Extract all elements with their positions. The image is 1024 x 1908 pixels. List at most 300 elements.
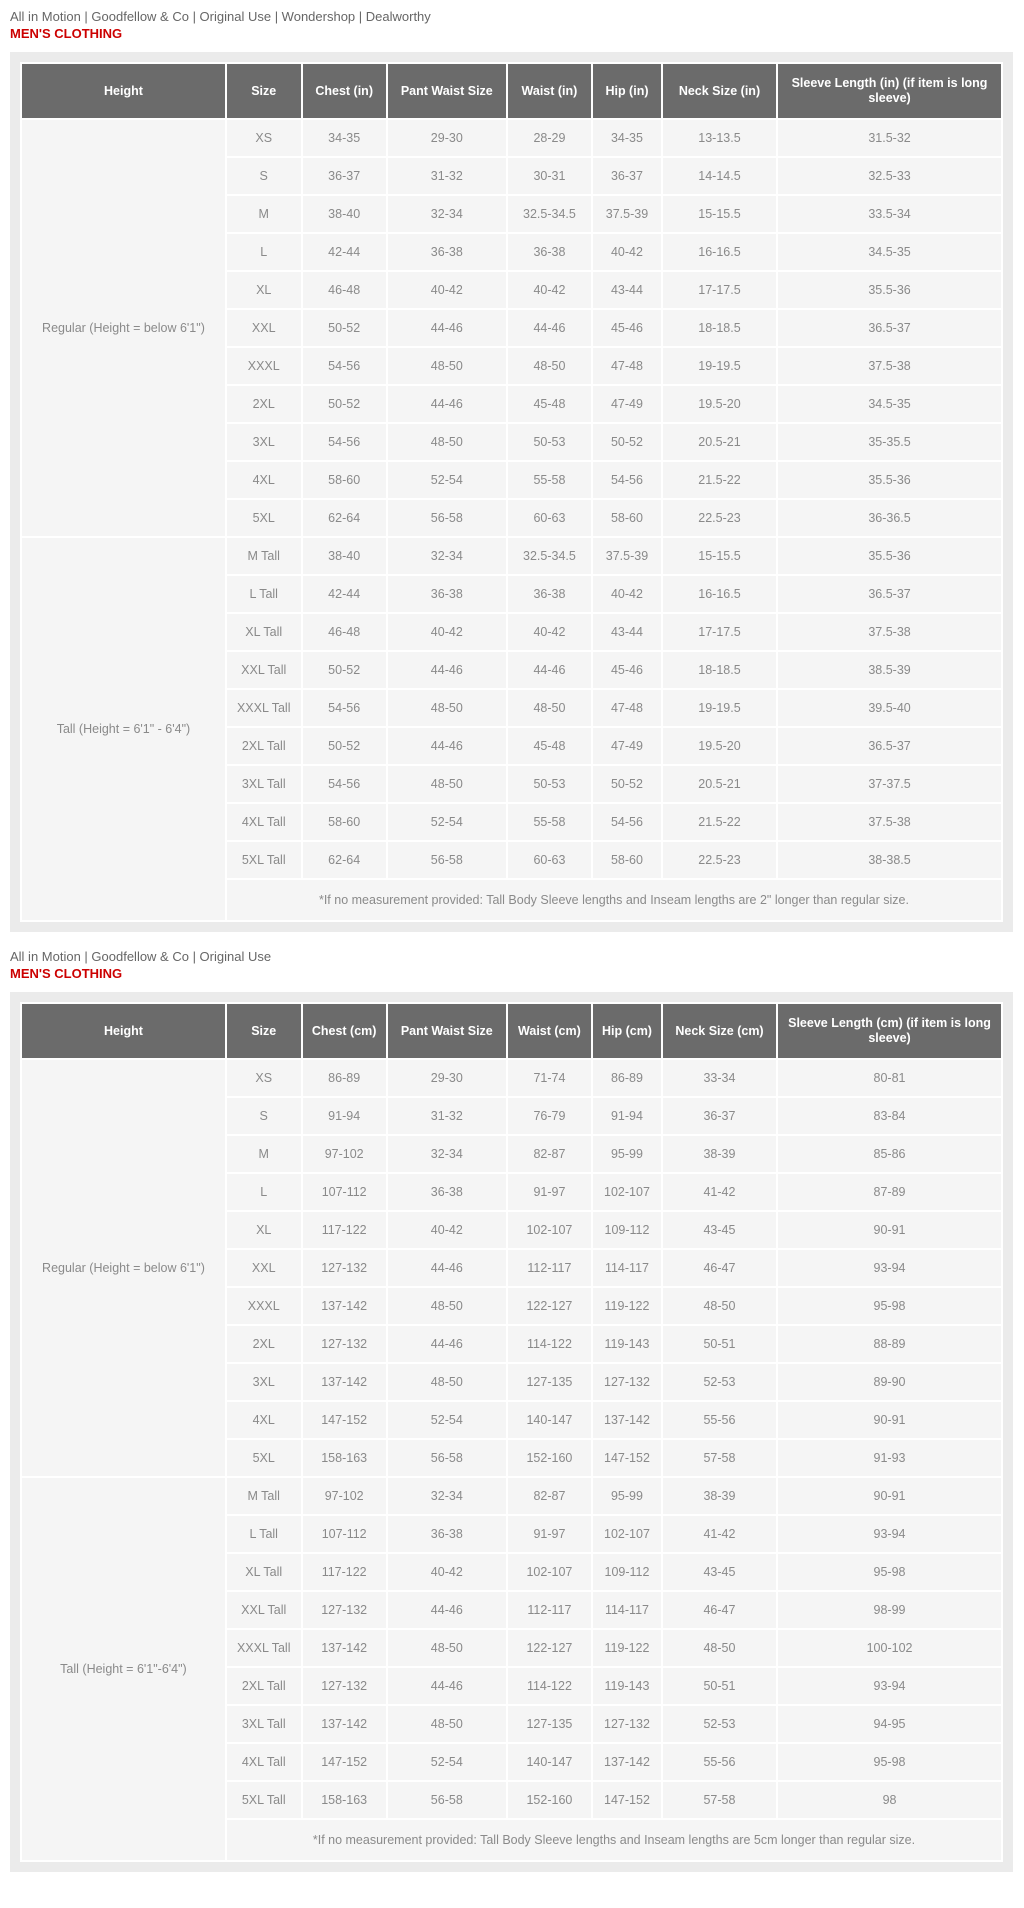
size-cell: 3XL: [227, 424, 301, 460]
value-cell: 36-38: [508, 576, 591, 612]
size-table-inches: [20, 62, 1003, 922]
size-cell: XXXL: [227, 1288, 301, 1324]
value-cell: 55-56: [663, 1744, 776, 1780]
value-cell: 37.5-38: [778, 614, 1001, 650]
size-cell: XS: [227, 1060, 301, 1096]
value-cell: 17-17.5: [663, 614, 776, 650]
value-cell: 122-127: [508, 1630, 591, 1666]
value-cell: 90-91: [778, 1402, 1001, 1438]
value-cell: 137-142: [593, 1744, 661, 1780]
value-cell: 102-107: [593, 1516, 661, 1552]
value-cell: 52-54: [388, 1744, 506, 1780]
value-cell: 36.5-37: [778, 728, 1001, 764]
value-cell: 140-147: [508, 1744, 591, 1780]
value-cell: 42-44: [303, 234, 386, 270]
value-cell: 32-34: [388, 1478, 506, 1514]
value-cell: 57-58: [663, 1440, 776, 1476]
value-cell: 55-58: [508, 804, 591, 840]
value-cell: 48-50: [388, 1364, 506, 1400]
value-cell: 35.5-36: [778, 538, 1001, 574]
value-cell: 19-19.5: [663, 348, 776, 384]
value-cell: 37.5-38: [778, 348, 1001, 384]
value-cell: 95-98: [778, 1744, 1001, 1780]
column-header: Hip (cm): [593, 1004, 661, 1058]
value-cell: 40-42: [593, 576, 661, 612]
value-cell: 44-46: [508, 310, 591, 346]
value-cell: 54-56: [303, 348, 386, 384]
value-cell: 45-48: [508, 728, 591, 764]
value-cell: 17-17.5: [663, 272, 776, 308]
size-cell: S: [227, 1098, 301, 1134]
value-cell: 137-142: [303, 1630, 386, 1666]
value-cell: 40-42: [388, 1212, 506, 1248]
value-cell: 158-163: [303, 1782, 386, 1818]
value-cell: 117-122: [303, 1554, 386, 1590]
value-cell: 122-127: [508, 1288, 591, 1324]
value-cell: 47-48: [593, 690, 661, 726]
column-header: Pant Waist Size: [388, 64, 506, 118]
value-cell: 33-34: [663, 1060, 776, 1096]
value-cell: 97-102: [303, 1136, 386, 1172]
value-cell: 36-38: [388, 576, 506, 612]
value-cell: 56-58: [388, 1440, 506, 1476]
value-cell: 46-47: [663, 1592, 776, 1628]
value-cell: 71-74: [508, 1060, 591, 1096]
value-cell: 21.5-22: [663, 804, 776, 840]
size-chart-section-inches: [0, 0, 1024, 932]
value-cell: 102-107: [508, 1554, 591, 1590]
header-row: [22, 1004, 1001, 1058]
value-cell: 119-122: [593, 1630, 661, 1666]
value-cell: 90-91: [778, 1478, 1001, 1514]
value-cell: 40-42: [388, 1554, 506, 1590]
value-cell: 93-94: [778, 1516, 1001, 1552]
value-cell: 62-64: [303, 842, 386, 878]
value-cell: 48-50: [508, 690, 591, 726]
value-cell: 91-93: [778, 1440, 1001, 1476]
height-group-cell: Regular (Height = below 6'1"): [22, 120, 225, 536]
value-cell: 76-79: [508, 1098, 591, 1134]
value-cell: 117-122: [303, 1212, 386, 1248]
value-cell: 114-122: [508, 1326, 591, 1362]
value-cell: 41-42: [663, 1174, 776, 1210]
size-cell: 5XL Tall: [227, 1782, 301, 1818]
value-cell: 34-35: [303, 120, 386, 156]
value-cell: 29-30: [388, 120, 506, 156]
value-cell: 13-13.5: [663, 120, 776, 156]
section-meta: [10, 8, 1013, 42]
value-cell: 55-58: [508, 462, 591, 498]
value-cell: 36-38: [508, 234, 591, 270]
size-cell: 3XL Tall: [227, 766, 301, 802]
value-cell: 114-117: [593, 1250, 661, 1286]
value-cell: 50-53: [508, 766, 591, 802]
value-cell: 52-54: [388, 804, 506, 840]
column-header: Neck Size (cm): [663, 1004, 776, 1058]
value-cell: 102-107: [508, 1212, 591, 1248]
value-cell: 50-52: [303, 310, 386, 346]
size-cell: XXL Tall: [227, 1592, 301, 1628]
size-chart-section-cm: [0, 932, 1024, 1872]
table-footnote: *If no measurement provided: Tall Body Sleeve lengths and Inseam lengths are 5cm longer than regular size.: [227, 1820, 1001, 1860]
value-cell: 40-42: [508, 272, 591, 308]
brand-list: All in Motion | Goodfellow & Co | Original Use: [10, 949, 272, 964]
value-cell: 48-50: [508, 348, 591, 384]
value-cell: 48-50: [388, 424, 506, 460]
value-cell: 43-45: [663, 1554, 776, 1590]
value-cell: 82-87: [508, 1136, 591, 1172]
size-cell: XL: [227, 1212, 301, 1248]
table-footnote: *If no measurement provided: Tall Body Sleeve lengths and Inseam lengths are 2" longer than regular size.: [227, 880, 1001, 920]
size-cell: XXXL: [227, 348, 301, 384]
value-cell: 58-60: [303, 462, 386, 498]
column-header: Size: [227, 1004, 301, 1058]
value-cell: 48-50: [388, 690, 506, 726]
value-cell: 28-29: [508, 120, 591, 156]
value-cell: 137-142: [303, 1288, 386, 1324]
value-cell: 60-63: [508, 842, 591, 878]
value-cell: 38-39: [663, 1478, 776, 1514]
value-cell: 86-89: [303, 1060, 386, 1096]
value-cell: 31-32: [388, 158, 506, 194]
size-cell: M Tall: [227, 538, 301, 574]
value-cell: 147-152: [593, 1440, 661, 1476]
column-header: Height: [22, 64, 225, 118]
size-cell: 3XL: [227, 1364, 301, 1400]
value-cell: 57-58: [663, 1782, 776, 1818]
value-cell: 34.5-35: [778, 234, 1001, 270]
value-cell: 32-34: [388, 1136, 506, 1172]
column-header: Sleeve Length (cm) (if item is long sleeve): [778, 1004, 1001, 1058]
value-cell: 40-42: [593, 234, 661, 270]
value-cell: 50-51: [663, 1668, 776, 1704]
value-cell: 56-58: [388, 842, 506, 878]
value-cell: 38.5-39: [778, 652, 1001, 688]
section-meta: [10, 948, 1013, 982]
value-cell: 112-117: [508, 1592, 591, 1628]
table-container: [10, 992, 1013, 1872]
value-cell: 21.5-22: [663, 462, 776, 498]
table-container: [10, 52, 1013, 932]
value-cell: 36-38: [388, 1174, 506, 1210]
value-cell: 58-60: [593, 500, 661, 536]
value-cell: 47-49: [593, 728, 661, 764]
value-cell: 93-94: [778, 1668, 1001, 1704]
value-cell: 55-56: [663, 1402, 776, 1438]
value-cell: 102-107: [593, 1174, 661, 1210]
value-cell: 83-84: [778, 1098, 1001, 1134]
size-cell: L Tall: [227, 576, 301, 612]
size-cell: 2XL Tall: [227, 1668, 301, 1704]
value-cell: 109-112: [593, 1212, 661, 1248]
size-cell: XXL: [227, 1250, 301, 1286]
value-cell: 45-48: [508, 386, 591, 422]
value-cell: 100-102: [778, 1630, 1001, 1666]
value-cell: 54-56: [303, 424, 386, 460]
value-cell: 152-160: [508, 1440, 591, 1476]
value-cell: 97-102: [303, 1478, 386, 1514]
value-cell: 95-98: [778, 1554, 1001, 1590]
table-head: [22, 64, 1001, 118]
value-cell: 44-46: [388, 310, 506, 346]
value-cell: 80-81: [778, 1060, 1001, 1096]
size-cell: XXXL Tall: [227, 1630, 301, 1666]
value-cell: 91-94: [303, 1098, 386, 1134]
value-cell: 14-14.5: [663, 158, 776, 194]
value-cell: 52-54: [388, 462, 506, 498]
value-cell: 87-89: [778, 1174, 1001, 1210]
value-cell: 15-15.5: [663, 196, 776, 232]
value-cell: 54-56: [303, 690, 386, 726]
value-cell: 37-37.5: [778, 766, 1001, 802]
value-cell: 107-112: [303, 1516, 386, 1552]
value-cell: 31.5-32: [778, 120, 1001, 156]
value-cell: 140-147: [508, 1402, 591, 1438]
value-cell: 95-99: [593, 1478, 661, 1514]
size-cell: S: [227, 158, 301, 194]
value-cell: 98: [778, 1782, 1001, 1818]
value-cell: 44-46: [508, 652, 591, 688]
value-cell: 94-95: [778, 1706, 1001, 1742]
category-title: MEN'S CLOTHING: [10, 26, 123, 41]
value-cell: 37.5-39: [593, 538, 661, 574]
size-cell: 5XL: [227, 1440, 301, 1476]
value-cell: 137-142: [303, 1706, 386, 1742]
value-cell: 35.5-36: [778, 462, 1001, 498]
size-cell: 2XL Tall: [227, 728, 301, 764]
value-cell: 48-50: [388, 1630, 506, 1666]
value-cell: 50-51: [663, 1326, 776, 1362]
value-cell: 147-152: [303, 1744, 386, 1780]
value-cell: 91-97: [508, 1516, 591, 1552]
column-header: Neck Size (in): [663, 64, 776, 118]
value-cell: 137-142: [593, 1402, 661, 1438]
category-title: MEN'S CLOTHING: [10, 966, 123, 981]
value-cell: 85-86: [778, 1136, 1001, 1172]
value-cell: 32.5-34.5: [508, 196, 591, 232]
value-cell: 20.5-21: [663, 766, 776, 802]
value-cell: 119-122: [593, 1288, 661, 1324]
size-cell: XL Tall: [227, 1554, 301, 1590]
value-cell: 16-16.5: [663, 234, 776, 270]
value-cell: 50-53: [508, 424, 591, 460]
value-cell: 22.5-23: [663, 842, 776, 878]
value-cell: 127-135: [508, 1706, 591, 1742]
value-cell: 43-44: [593, 272, 661, 308]
value-cell: 127-132: [593, 1706, 661, 1742]
value-cell: 38-39: [663, 1136, 776, 1172]
height-group-cell: Tall (Height = 6'1" - 6'4"): [22, 538, 225, 920]
size-cell: 4XL: [227, 1402, 301, 1438]
column-header: Chest (cm): [303, 1004, 386, 1058]
table-row: [22, 120, 1001, 156]
table-body: [22, 1060, 1001, 1860]
value-cell: 44-46: [388, 1326, 506, 1362]
value-cell: 44-46: [388, 386, 506, 422]
size-cell: 2XL: [227, 386, 301, 422]
value-cell: 36-37: [663, 1098, 776, 1134]
value-cell: 127-135: [508, 1364, 591, 1400]
value-cell: 112-117: [508, 1250, 591, 1286]
value-cell: 33.5-34: [778, 196, 1001, 232]
value-cell: 32-34: [388, 196, 506, 232]
value-cell: 93-94: [778, 1250, 1001, 1286]
size-cell: 4XL: [227, 462, 301, 498]
value-cell: 45-46: [593, 310, 661, 346]
value-cell: 45-46: [593, 652, 661, 688]
value-cell: 152-160: [508, 1782, 591, 1818]
value-cell: 147-152: [593, 1782, 661, 1818]
value-cell: 44-46: [388, 1250, 506, 1286]
size-cell: M: [227, 196, 301, 232]
value-cell: 91-94: [593, 1098, 661, 1134]
size-cell: L Tall: [227, 1516, 301, 1552]
value-cell: 95-99: [593, 1136, 661, 1172]
value-cell: 54-56: [303, 766, 386, 802]
value-cell: 137-142: [303, 1364, 386, 1400]
column-header: Hip (in): [593, 64, 661, 118]
header-row: [22, 64, 1001, 118]
size-cell: 3XL Tall: [227, 1706, 301, 1742]
size-cell: XXL: [227, 310, 301, 346]
value-cell: 36.5-37: [778, 576, 1001, 612]
value-cell: 54-56: [593, 804, 661, 840]
value-cell: 58-60: [593, 842, 661, 878]
value-cell: 50-52: [593, 766, 661, 802]
value-cell: 15-15.5: [663, 538, 776, 574]
value-cell: 48-50: [388, 1288, 506, 1324]
value-cell: 34.5-35: [778, 386, 1001, 422]
brand-list: All in Motion | Goodfellow & Co | Original Use | Wondershop | Dealworthy: [10, 9, 431, 24]
value-cell: 43-44: [593, 614, 661, 650]
size-cell: XXXL Tall: [227, 690, 301, 726]
size-cell: L: [227, 234, 301, 270]
value-cell: 50-52: [303, 728, 386, 764]
value-cell: 18-18.5: [663, 652, 776, 688]
value-cell: 46-47: [663, 1250, 776, 1286]
value-cell: 109-112: [593, 1554, 661, 1590]
column-header: Pant Waist Size: [388, 1004, 506, 1058]
value-cell: 37.5-39: [593, 196, 661, 232]
value-cell: 35.5-36: [778, 272, 1001, 308]
value-cell: 30-31: [508, 158, 591, 194]
value-cell: 56-58: [388, 500, 506, 536]
value-cell: 48-50: [663, 1288, 776, 1324]
column-header: Waist (in): [508, 64, 591, 118]
value-cell: 114-117: [593, 1592, 661, 1628]
value-cell: 127-132: [303, 1326, 386, 1362]
value-cell: 46-48: [303, 614, 386, 650]
table-row: [22, 1478, 1001, 1514]
value-cell: 38-40: [303, 538, 386, 574]
value-cell: 36-38: [388, 1516, 506, 1552]
value-cell: 44-46: [388, 652, 506, 688]
value-cell: 147-152: [303, 1402, 386, 1438]
value-cell: 36-38: [388, 234, 506, 270]
table-row: [22, 538, 1001, 574]
value-cell: 91-97: [508, 1174, 591, 1210]
value-cell: 52-53: [663, 1364, 776, 1400]
table-head: [22, 1004, 1001, 1058]
value-cell: 39.5-40: [778, 690, 1001, 726]
value-cell: 38-38.5: [778, 842, 1001, 878]
value-cell: 41-42: [663, 1516, 776, 1552]
value-cell: 48-50: [388, 766, 506, 802]
value-cell: 44-46: [388, 1592, 506, 1628]
value-cell: 40-42: [388, 614, 506, 650]
column-header: Chest (in): [303, 64, 386, 118]
value-cell: 36.5-37: [778, 310, 1001, 346]
value-cell: 32-34: [388, 538, 506, 574]
value-cell: 62-64: [303, 500, 386, 536]
value-cell: 35-35.5: [778, 424, 1001, 460]
column-header: Sleeve Length (in) (if item is long sleeve): [778, 64, 1001, 118]
size-cell: M: [227, 1136, 301, 1172]
size-cell: M Tall: [227, 1478, 301, 1514]
size-cell: XL: [227, 272, 301, 308]
value-cell: 18-18.5: [663, 310, 776, 346]
table-row: [22, 1060, 1001, 1096]
value-cell: 58-60: [303, 804, 386, 840]
value-cell: 50-52: [593, 424, 661, 460]
value-cell: 42-44: [303, 576, 386, 612]
value-cell: 20.5-21: [663, 424, 776, 460]
column-header: Size: [227, 64, 301, 118]
value-cell: 48-50: [388, 1706, 506, 1742]
value-cell: 36-37: [303, 158, 386, 194]
size-cell: 2XL: [227, 1326, 301, 1362]
value-cell: 46-48: [303, 272, 386, 308]
value-cell: 52-53: [663, 1706, 776, 1742]
value-cell: 44-46: [388, 728, 506, 764]
value-cell: 22.5-23: [663, 500, 776, 536]
value-cell: 48-50: [388, 348, 506, 384]
value-cell: 107-112: [303, 1174, 386, 1210]
value-cell: 95-98: [778, 1288, 1001, 1324]
size-cell: XXL Tall: [227, 652, 301, 688]
size-cell: XS: [227, 120, 301, 156]
value-cell: 50-52: [303, 386, 386, 422]
value-cell: 158-163: [303, 1440, 386, 1476]
value-cell: 119-143: [593, 1668, 661, 1704]
value-cell: 36-37: [593, 158, 661, 194]
value-cell: 36-36.5: [778, 500, 1001, 536]
value-cell: 19-19.5: [663, 690, 776, 726]
value-cell: 90-91: [778, 1212, 1001, 1248]
table-body: [22, 120, 1001, 920]
value-cell: 127-132: [303, 1668, 386, 1704]
value-cell: 32.5-34.5: [508, 538, 591, 574]
value-cell: 86-89: [593, 1060, 661, 1096]
column-header: Waist (cm): [508, 1004, 591, 1058]
size-cell: 5XL Tall: [227, 842, 301, 878]
value-cell: 40-42: [388, 272, 506, 308]
value-cell: 19.5-20: [663, 386, 776, 422]
value-cell: 19.5-20: [663, 728, 776, 764]
value-cell: 43-45: [663, 1212, 776, 1248]
value-cell: 29-30: [388, 1060, 506, 1096]
value-cell: 127-132: [303, 1592, 386, 1628]
size-cell: 4XL Tall: [227, 804, 301, 840]
size-cell: XL Tall: [227, 614, 301, 650]
value-cell: 114-122: [508, 1668, 591, 1704]
size-cell: L: [227, 1174, 301, 1210]
value-cell: 119-143: [593, 1326, 661, 1362]
value-cell: 32.5-33: [778, 158, 1001, 194]
value-cell: 82-87: [508, 1478, 591, 1514]
value-cell: 47-48: [593, 348, 661, 384]
value-cell: 89-90: [778, 1364, 1001, 1400]
